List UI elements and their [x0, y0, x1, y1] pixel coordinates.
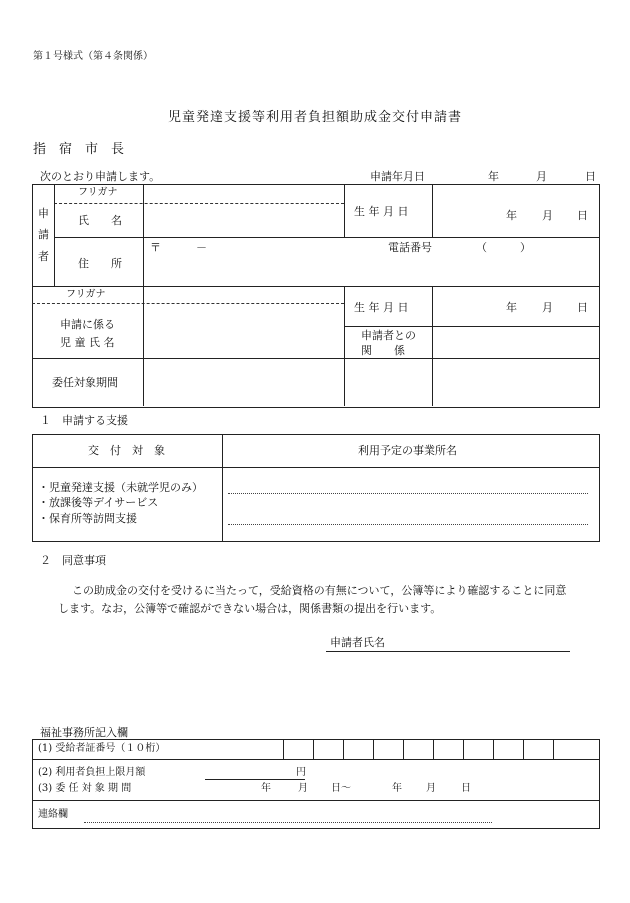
cert-digit-divider [433, 739, 434, 759]
apply-date-year-field[interactable] [430, 171, 485, 183]
applicant-birth-field[interactable] [436, 188, 596, 234]
child-birth-field[interactable] [436, 289, 596, 324]
child-birth-day: 日 [577, 301, 588, 314]
contact-label: 連絡欄 [38, 809, 68, 820]
office-heading: 福祉事務所記入欄 [40, 726, 128, 739]
relation-label-1: 申請者との [361, 329, 416, 342]
form-number: 第１号様式（第４条関係） [33, 51, 153, 62]
applicant-furigana-label: フリガナ [78, 187, 118, 198]
period-to-day: 日 [461, 783, 471, 794]
cert-digit-cell[interactable] [435, 741, 461, 757]
office-name-line-1[interactable] [228, 493, 588, 494]
period-to-month: 月 [426, 783, 436, 794]
limit-label: (2) 利用者負担上限月額 [38, 767, 146, 778]
office-period-label: (3) 委 任 対 象 期 間 [38, 783, 132, 794]
period-to-year: 年 [392, 783, 402, 794]
child-name-label-2: 児 童 氏 名 [60, 336, 115, 349]
relation-field[interactable] [436, 329, 596, 356]
cert-digit-divider [313, 739, 314, 759]
cert-digit-divider [343, 739, 344, 759]
relation-label-2: 関 係 [361, 344, 405, 357]
intro-text: 次のとおり申請します。 [40, 170, 161, 183]
limit-amount-line[interactable] [205, 779, 305, 780]
postal-dash: － [196, 241, 207, 254]
period-field[interactable] [146, 361, 342, 404]
cert-digit-divider [373, 739, 374, 759]
apply-date-month: 月 [536, 170, 547, 183]
applicant-address-label: 住 所 [78, 257, 122, 270]
section1-heading: １ 申請する支援 [40, 414, 128, 427]
applicant-side-label-3: 者 [38, 250, 49, 263]
cert-digit-divider [553, 739, 554, 759]
applicant-furigana-field[interactable] [146, 186, 342, 201]
period-label: 委任対象期間 [52, 376, 118, 389]
consent-text-1: この助成金の交付を受けるに当たって，受給資格の有無について，公簿等により確認することに同意 [72, 584, 567, 597]
cert-digit-cell[interactable] [315, 741, 341, 757]
applicant-address-field[interactable] [146, 240, 376, 284]
cert-digit-cell[interactable] [285, 741, 311, 757]
signature-line[interactable] [326, 651, 570, 652]
section2-heading: ２ 同意事項 [40, 554, 106, 567]
period-from-month: 月 [298, 783, 308, 794]
cert-digit-divider [493, 739, 494, 759]
cert-digit-cell[interactable] [495, 741, 521, 757]
cert-digit-divider [463, 739, 464, 759]
cert-digit-cell[interactable] [465, 741, 491, 757]
child-name-label-1: 申請に係る [60, 318, 115, 331]
support-item: ・放課後等デイサービス [38, 496, 159, 509]
signature-label: 申請者氏名 [330, 636, 385, 649]
office-name-line-2[interactable] [228, 524, 588, 525]
yen-label: 円 [296, 767, 306, 778]
applicant-name-label: 氏 名 [78, 214, 122, 227]
applicant-side-label-2: 請 [38, 228, 49, 241]
apply-date-year: 年 [488, 170, 499, 183]
cert-digit-divider [523, 739, 524, 759]
phone-paren: （ ） [476, 241, 531, 254]
child-birth-year: 年 [506, 301, 517, 314]
child-birth-month: 月 [542, 301, 553, 314]
applicant-birth-day: 日 [577, 209, 588, 222]
support-item: ・児童発達支援（未就学児のみ） [38, 481, 203, 494]
cert-digit-divider [283, 739, 284, 759]
phone-label: 電話番号 [388, 241, 432, 254]
applicant-side-label-1: 申 [38, 207, 49, 220]
form-title: 児童発達支援等利用者負担額助成金交付申請書 [168, 110, 463, 125]
cert-digit-cell[interactable] [405, 741, 431, 757]
consent-text-2: します。なお，公簿等で確認ができない場合は，関係書類の提出を行います。 [58, 602, 442, 615]
cert-digit-cell[interactable] [345, 741, 371, 757]
cert-digit-cell[interactable] [375, 741, 401, 757]
period-from-day: 日～ [331, 783, 351, 794]
period-from-year: 年 [261, 783, 271, 794]
applicant-name-field[interactable] [146, 206, 342, 235]
child-name-field[interactable] [146, 306, 342, 356]
cert-number-label: (1) 受給者証番号（１０桁） [38, 743, 166, 754]
phone-field[interactable] [450, 240, 595, 256]
support-col2-header: 利用予定の事業所名 [358, 444, 457, 457]
child-birth-label: 生 年 月 日 [354, 301, 409, 314]
applicant-birth-label: 生 年 月 日 [354, 205, 409, 218]
postal-mark: 〒 [150, 241, 161, 254]
contact-line[interactable] [84, 822, 492, 823]
cert-digit-divider [403, 739, 404, 759]
apply-date-label: 申請年月日 [370, 170, 425, 183]
support-col1-header: 交 付 対 象 [88, 444, 165, 457]
support-item: ・保育所等訪問支援 [38, 512, 137, 525]
applicant-birth-month: 月 [542, 209, 553, 222]
cert-digit-cell[interactable] [555, 741, 581, 757]
child-furigana-field[interactable] [146, 288, 342, 302]
apply-date-day: 日 [585, 170, 596, 183]
applicant-birth-year: 年 [506, 209, 517, 222]
child-furigana-label: フリガナ [66, 289, 106, 300]
cert-digit-cell[interactable] [525, 741, 551, 757]
addressee: 指 宿 市 長 [33, 142, 125, 157]
